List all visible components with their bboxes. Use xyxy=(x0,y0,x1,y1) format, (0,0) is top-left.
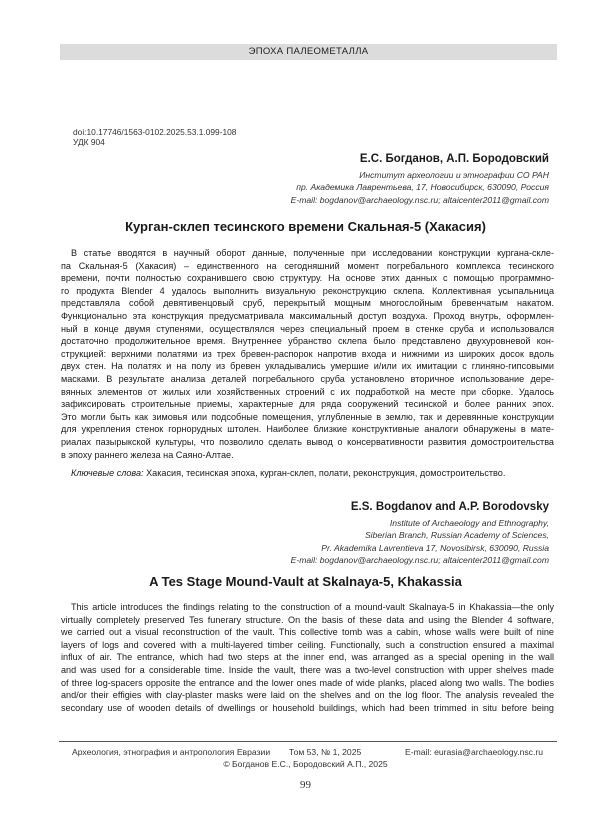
abstract-line: достаточно продолжительное время. Внутреннее убранство склепа было представлено двухуровневой кон- xyxy=(61,336,554,347)
abstract-line: This article introduces the findings relating to the construction of a mound-vault Skalnaya-5 in Khakassia—the only xyxy=(71,602,554,612)
abstract-line: двух стен. На полатях и на полу из бревен укладывались умершие и/или их имитации с глиняно-гипсовыми xyxy=(61,361,554,372)
abstract-ru xyxy=(61,247,554,461)
abstract-line: В статье вводятся в научный оборот данные, полученные при исследовании конструкции кургана-скле- xyxy=(71,248,554,258)
keywords-ru xyxy=(71,468,505,478)
abstract-line: ный в конце двумя ступенями, осуществлялся через специальный проем в стенке сруба и использовался xyxy=(61,323,554,334)
section-header: ЭПОХА ПАЛЕОМЕТАЛЛА xyxy=(60,44,557,60)
footer-email[interactable]: E-mail: eurasia@archaeology.nsc.ru xyxy=(404,747,543,757)
footer-divider xyxy=(59,741,557,742)
affiliation-email[interactable]: E-mail: bogdanov@archaeology.nsc.ru; altaicenter2011@gmail.com xyxy=(290,194,549,205)
abstract-line: and/or their effigies with clay-plaster masks were laid on the shelves and on the log floor. The analysis revealed the xyxy=(61,690,554,701)
abstract-line: зафиксировать строительные приемы, характерные для ряда сооружений тесинской и более ранних эпох. xyxy=(61,399,554,410)
doi[interactable]: doi:10.17746/1563-0102.2025.53.1.099-108 xyxy=(73,127,237,137)
affiliation-line: Institute of Archaeology and Ethnography, xyxy=(389,518,549,528)
abstract-line: secondary use of wooden details of dwellings or household buildings, which had been trimmed in situ before being xyxy=(61,702,554,713)
affiliation-ru xyxy=(291,169,549,206)
abstract-line: virtually completely preserved Tes funerary structure. On the basis of these data and using the Blender 4 software, xyxy=(61,614,554,625)
abstract-line: layers of logs and covered with a multi-layered timber ceiling. Functionally, such a construction ensured a maximal xyxy=(61,639,554,650)
abstract-line: в эпоху раннего железа на Саяно-Алтае. xyxy=(61,449,234,460)
keywords-list: Хакасия, тесинская эпоха, курган-склеп, полати, реконструкция, домостроительство. xyxy=(143,468,506,478)
abstract-line: для укрепления стенок горнорудных штолен. Наиболее близкие конструктивные аналоги обнаружены в мате- xyxy=(61,424,554,435)
udk: УДК 904 xyxy=(73,137,105,147)
abstract-line: масками. В результате анализа деталей погребального сруба установлено вторичное использование дере- xyxy=(61,373,554,384)
abstract-line: Это могли быть как зимовья или подсобные помещения, углубленные в землю, так и деревянные конструкции xyxy=(61,411,554,422)
abstract-line: Функционально эта конструкция предусматривала максимальный доступ воздуха. Проход внутрь, оформлен- xyxy=(61,310,554,321)
authors-ru: Е.С. Богданов, А.П. Бородовский xyxy=(359,153,549,165)
abstract-line: we carried out a visual reconstruction of the vault. This collective tomb was a cabin, whose walls were built of nine xyxy=(61,627,554,638)
title-ru: Курган-склеп тесинского времени Скальная-5 (Хакасия) xyxy=(125,219,486,234)
abstract-line: вянных элементов от жилых или хозяйственных строений с их подработкой на месте при сборке. Удалось xyxy=(61,386,554,397)
affiliation-line: Siberian Branch, Russian Academy of Sciences, xyxy=(364,530,549,541)
affiliation-line: пр. Академика Лаврентьева, 17, Новосибирск, 630090, Россия xyxy=(296,182,549,193)
abstract-line: струкцией: верхними полатями из трех бревен-распорок напротив входа и нижними из широких досок вдоль xyxy=(61,348,554,359)
abstract-en xyxy=(61,601,554,714)
authors-en: E.S. Bogdanov and A.P. Borodovsky xyxy=(350,501,549,513)
keywords-label: Ключевые слова: xyxy=(71,468,144,478)
abstract-line: го продукта Blender 4 удалось выполнить визуальную реконструкцию склепа. Коллективная усыпальница xyxy=(61,285,554,296)
abstract-line: времени, почти полностью сохранившего свою структуру. На основе этих данных с помощью программно- xyxy=(61,273,554,284)
abstract-line: of three log-spacers opposite the entrance and the lower ones made of wide planks, placed along two walls. The bodies xyxy=(61,677,554,688)
footer-journal: Археология, этнография и антропология Евразии xyxy=(72,747,271,757)
affiliation-line: Pr. Akademika Lavrentieva 17, Novosibirsk, 630090, Russia xyxy=(321,542,549,553)
affiliation-line: Институт археологии и этнографии СО РАН xyxy=(359,170,549,180)
affiliation-en xyxy=(291,517,549,567)
abstract-line: риалах пазырыкской культуры, что позволило сделать вывод о консервативности развития домостроительства xyxy=(61,436,554,447)
footer-issue: Том 53, № 1, 2025 xyxy=(289,747,362,757)
abstract-line: and was used for a considerable time. Inside the vault, there was a two-level construction with upper shelves made xyxy=(61,664,554,675)
affiliation-email[interactable]: E-mail: bogdanov@archaeology.nsc.ru; altaicenter2011@gmail.com xyxy=(290,555,549,566)
abstract-line: па Скальная-5 (Хакасия) – единственного на сегодняшний момент погребального комплекса тесинского xyxy=(61,260,554,271)
abstract-line: influx of air. The entrance, which had two steps at the inner end, was arranged as a special opening in the wall xyxy=(61,652,554,663)
abstract-line: представляла собой девятивенцовый сруб, перекрытый мощным многослойным бревенчатым накатом. xyxy=(61,298,554,309)
footer-copyright: © Богданов Е.С., Бородовский А.П., 2025 xyxy=(223,759,388,769)
title-en: A Tes Stage Mound-Vault at Skalnaya-5, Khakassia xyxy=(149,574,462,589)
page-number: 99 xyxy=(300,779,311,791)
